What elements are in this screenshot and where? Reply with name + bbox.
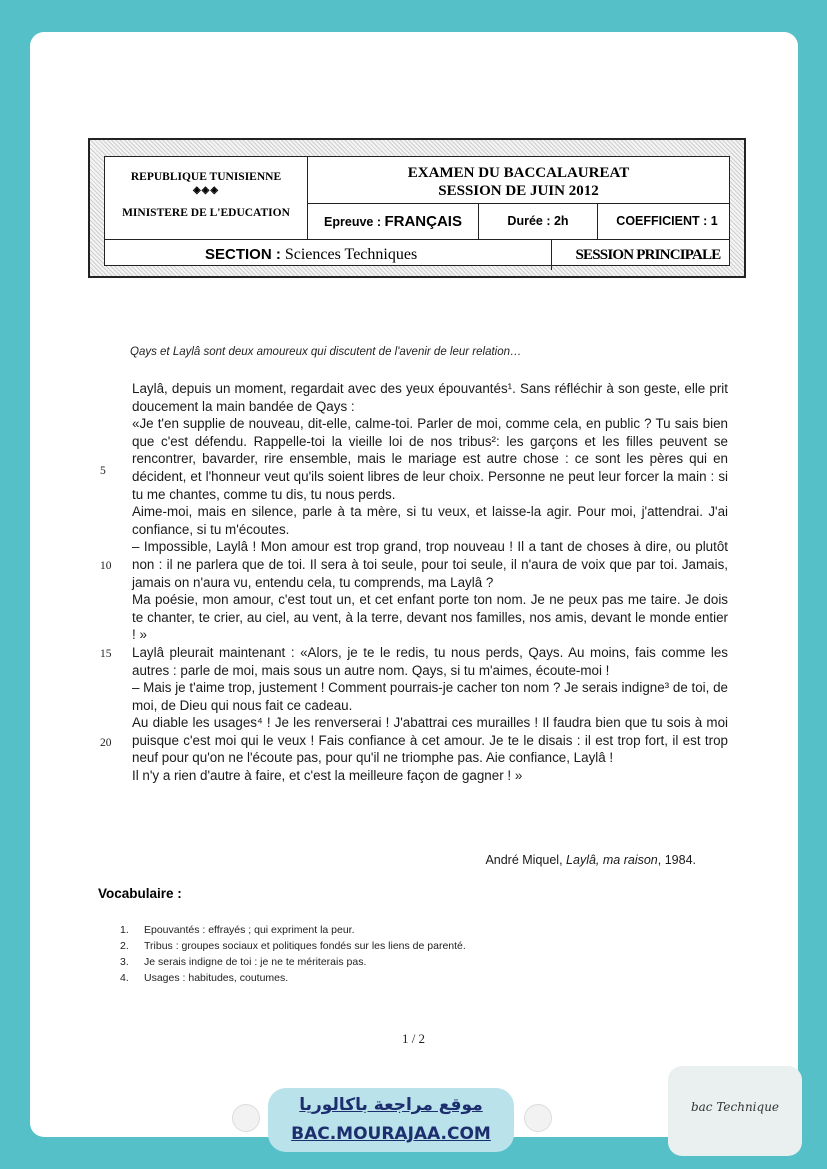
paragraph: Ma poésie, mon amour, c'est tout un, et cet enfant porte ton nom. Je ne peux pas me taire. Je dois te chanter, te crier, au ciel, au vent, à la terre, devant nos familles, nos amis, devant le monde entier ! » <box>132 592 728 643</box>
section-value: Sciences Techniques <box>284 246 418 263</box>
banner-site-link[interactable]: BAC.MOURAJAA.COM <box>291 1124 491 1144</box>
country-name: REPUBLIQUE TUNISIENNE <box>130 171 282 183</box>
site-logo-icon-left <box>232 1104 260 1132</box>
paragraph: – Mais je t'aime trop, justement ! Comment pourrais-je cacher ton nom ? Je serais indigne³ de toi, de moi, de Dieu qui nous fait ce cadeau. <box>132 680 728 713</box>
list-item <box>120 954 466 970</box>
epreuve-cell <box>308 204 479 239</box>
item-number: 4. <box>120 972 129 984</box>
coefficient-cell: COEFFICIENT : 1 <box>616 214 718 228</box>
epreuve-label: Epreuve : <box>324 215 385 229</box>
section-label: SECTION : <box>205 246 281 263</box>
source-year: , 1984. <box>657 853 696 867</box>
line-number-15: 15 <box>100 648 112 660</box>
page-number: 1 / 2 <box>401 1031 426 1046</box>
paragraph: Laylâ pleurait maintenant : «Alors, je te le redis, tu nous perds, Qays. Au moins, fais comme les autres : parle de moi, mais sous un autre nom. Qays, si tu m'aimes, écoute-moi ! <box>132 644 728 678</box>
paragraph: Il n'y a rien d'autre à faire, et c'est la meilleure façon de gagner ! » <box>132 768 523 784</box>
header-ministry-block <box>105 157 308 239</box>
item-text: Usages : habitudes, coutumes. <box>144 972 289 984</box>
site-banner[interactable] <box>268 1088 514 1152</box>
line-number-5: 5 <box>100 465 106 477</box>
ornament: ◈◈◈ <box>192 185 220 196</box>
header-inner-box <box>104 156 730 266</box>
badge-text: bac Technique <box>690 1100 780 1114</box>
header-exam-block <box>308 157 729 204</box>
item-text: Je serais indigne de toi : je ne te mériterais pas. <box>144 956 367 968</box>
paragraph: Aime-moi, mais en silence, parle à ta mère, si tu veux, et laisse-la agir. Pour moi, j'attendrai. J'ai confiance, si tu m'écoutes. <box>132 504 728 537</box>
epreuve-value: FRANÇAIS <box>384 213 462 230</box>
ministry-name: MINISTERE DE L'EDUCATION <box>122 207 290 219</box>
session-type: SESSION PRINCIPALE <box>551 240 744 270</box>
exam-title: EXAMEN DU BACCALAUREAT <box>407 165 630 181</box>
main-text <box>132 380 728 785</box>
item-text: Tribus : groupes sociaux et politiques fondés sur les liens de parenté. <box>144 940 466 952</box>
item-number: 3. <box>120 956 129 968</box>
banner-arabic-title[interactable]: موقع مراجعة باكالوريا <box>299 1095 483 1115</box>
source-title: Laylâ, ma raison <box>566 853 658 867</box>
source-author: André Miquel, <box>485 853 567 867</box>
list-item <box>120 970 466 986</box>
header-exam-info-row <box>308 204 729 239</box>
section-field <box>205 246 417 264</box>
site-logo-icon-right <box>524 1104 552 1132</box>
duree-cell: Durée : 2h <box>479 204 598 239</box>
exam-session: SESSION DE JUIN 2012 <box>438 183 599 199</box>
list-item <box>120 922 466 938</box>
line-number-10: 10 <box>100 560 112 572</box>
list-item <box>120 938 466 954</box>
item-number: 1. <box>120 924 129 936</box>
source-citation <box>0 853 696 867</box>
paragraph: «Je t'en supplie de nouveau, dit-elle, calme-toi. Parler de moi, comme cela, en public ? Tu sais bien que c'est défendu. Rappelle-toi la vieille loi de nos tribus²: les garçons et les filles peuvent se rencontrer, bavarder, rire ensemble, mais le mariage est autre chose : ce sont les pères qui en décident, et l'honneur veut qu'ils soient libres de leur choix. Personne ne peut leur forcer la main : si tu me chantes, comme tu dis, tu nous perds. <box>132 416 728 502</box>
item-text: Epouvantés : effrayés ; qui expriment la peur. <box>144 924 355 936</box>
paragraph: Au diable les usages⁴ ! Je les renverserai ! J'abattrai ces murailles ! Il faudra bien que tu sois à moi puisque c'est moi qui le veux ! Fais confiance à cet amour. Je te le disais : il est trop fort, il est trop neuf pour qu'on ne l'écoute pas, pour qu'il ne triomphe pas. Aie confiance, Laylâ ! <box>132 715 728 766</box>
item-number: 2. <box>120 940 129 952</box>
line-number-20: 20 <box>100 737 112 749</box>
paragraph: – Impossible, Laylâ ! Mon amour est trop grand, trop nouveau ! Il a tant de choses à dire, ou plutôt non : il ne parlera que de toi. Il sera à toi seule, pour toi seule, il n'aura de voix que par toi. Jamais, jamais on n'aura vu, entendu cela, tu comprends, ma Laylâ ? <box>132 539 728 590</box>
vocabulary-title: Vocabulaire : <box>98 886 182 901</box>
exam-header <box>88 138 746 278</box>
paragraph: Laylâ, depuis un moment, regardait avec des yeux épouvantés¹. Sans réfléchir à son geste, elle prit doucement la main bandée de Qays : <box>132 381 728 414</box>
vocabulary-list <box>120 922 466 986</box>
intro-text: Qays et Laylâ sont deux amoureux qui discutent de l'avenir de leur relation… <box>130 346 522 358</box>
bac-technique-badge <box>668 1066 802 1156</box>
header-section-row <box>105 239 729 270</box>
